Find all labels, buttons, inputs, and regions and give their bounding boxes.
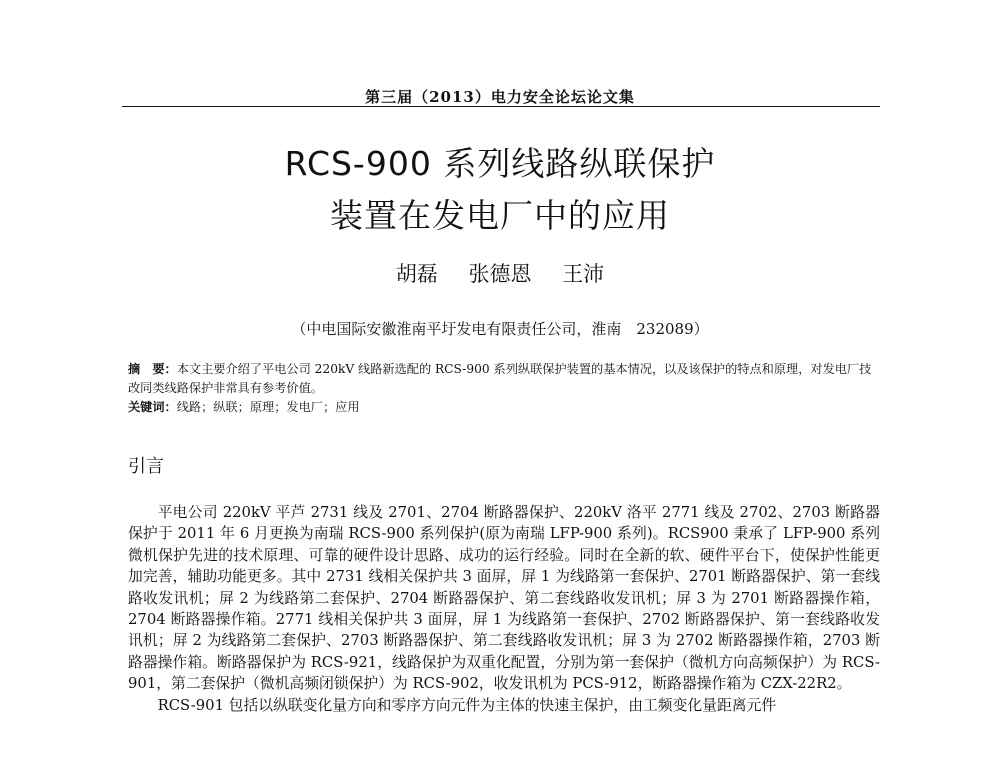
body-text <box>128 502 880 716</box>
header-rule <box>122 106 880 107</box>
abstract <box>128 360 880 398</box>
author-3: 王沛 <box>562 262 605 286</box>
abstract-text: 本文主要介绍了平电公司 220kV 线路新选配的 RCS-900 系列纵联保护装置的基本情况，以及该保护的特点和原理，对发电厂技改同类线路保护非常具有参考价值。 <box>128 362 872 395</box>
paper-title-line-2: 装置在发电厂中的应用 <box>330 196 670 235</box>
author-1: 胡磊 <box>395 262 438 286</box>
author-2: 张德恩 <box>468 262 532 286</box>
authors <box>0 258 1000 288</box>
keywords-label: 关键词： <box>128 400 177 414</box>
abstract-label: 摘 要： <box>128 362 177 376</box>
paragraph-1: 平电公司 220kV 平芦 2731 线及 2701、2704 断路器保护、220kV 洛平 2771 线及 2702、2703 断路器保护于 2011 年 6 月更换为南瑞 RCS-900 系列保护(原为南瑞 LFP-900 系列)。RCS900 秉承了 LFP-900 系列微机保护先进的技术原理、可靠的硬件设计思路、成功的运行经验。同时在全新的软、硬件平台下，使保护性能更加完善，辅助功能更多。其中 2731 线相关保护共 3 面屏，屏 1 为线路第一套保护、2701 断路器保护、第一套线路收发讯机；屏 2 为线路第二套保护、2704 断路器保护、第二套线路收发讯机；屏 3 为 2701 断路器操作箱，2704 断路器操作箱。2771 线相关保护共 3 面屏，屏 1 为线路第一套保护、2702 断路器保护、第一套线路收发讯机；屏 2 为线路第二套保护、2703 断路器保护、第二套线路收发讯机；屏 3 为 2702 断路器操作箱，2703 断路器操作箱。断路器保护为 RCS-921，线路保护为双重化配置，分别为第一套保护（微机方向高频保护）为 RCS-901，第二套保护（微机高频闭锁保护）为 RCS-902，收发讯机为 PCS-912，断路器操作箱为 CZX-22R2。 <box>128 504 880 693</box>
keywords-text: 线路；纵联；原理；发电厂；应用 <box>176 400 360 414</box>
running-header: 第三届（2013）电力安全论坛论文集 <box>365 88 635 106</box>
paragraph-2: RCS-901 包括以纵联变化量方向和零序方向元件为主体的快速主保护，由工频变化量距离元件 <box>157 696 777 714</box>
affiliation: （中电国际安徽淮南平圩发电有限责任公司，淮南 232089） <box>291 320 709 338</box>
section-title: 引言 <box>128 456 164 477</box>
paper-title-line-1: RCS-900 系列线路纵联保护 <box>284 144 716 183</box>
abstract-block <box>128 360 880 417</box>
keywords <box>128 398 880 417</box>
